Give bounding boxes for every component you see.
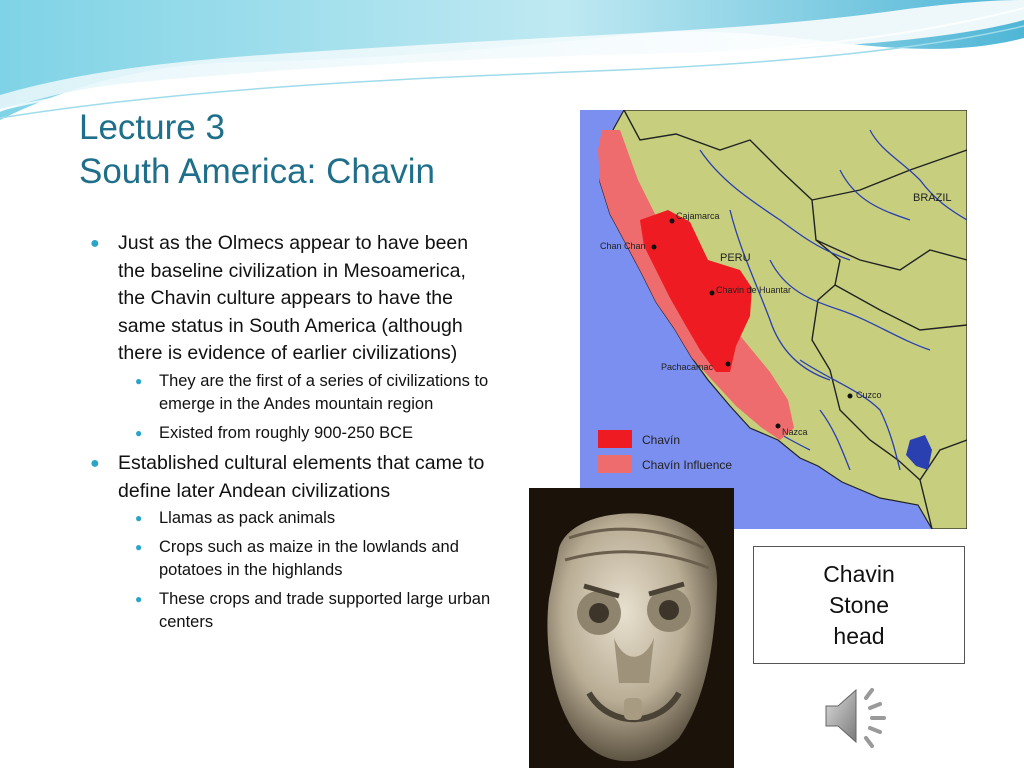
sub-bullet-text: Crops such as maize in the lowlands and potatoes in the highlands (159, 537, 459, 579)
caption-line: Stone (828, 591, 890, 618)
map-label-cajamarca: Cajamarca (676, 211, 720, 221)
sub-bullet-item (88, 370, 498, 417)
chavin-stone-head-photo (529, 488, 734, 768)
bullet-icon: ● (90, 235, 100, 252)
map-label-chan-chan: Chan Chan (600, 241, 646, 251)
bullet-content (88, 230, 498, 640)
legend-swatch-chavin (598, 430, 632, 448)
bullet-icon: ● (135, 373, 143, 388)
bullet-item (88, 450, 498, 505)
legend-swatch-influence (598, 455, 632, 473)
sub-bullet-item (88, 507, 498, 531)
map-label-nazca: Nazca (782, 427, 808, 437)
sub-bullet-item (88, 536, 498, 583)
legend-label-influence: Chavín Influence (642, 458, 733, 472)
legend-label-chavin: Chavín (642, 433, 681, 447)
sub-bullet-text: Llamas as pack animals (159, 509, 336, 527)
sub-bullet-text: Existed from roughly 900-250 BCE (159, 423, 414, 442)
bullet-icon: ● (135, 539, 143, 554)
map-label-peru: PERU (720, 252, 751, 264)
map-label-cuzco: Cuzco (856, 390, 882, 400)
slide-title-line-1: Lecture 3 (79, 108, 225, 147)
speaker-icon[interactable] (822, 682, 894, 750)
bullet-text: Just as the Olmecs appear to have been the baseline civilization in Mesoamerica, the Chavin culture appears to have the same status in South America (although there is evidence of earlier civilizations) (118, 232, 469, 364)
sub-bullet-item (88, 422, 498, 446)
map-label-brazil: BRAZIL (913, 192, 952, 204)
caption-line: Chavin (823, 560, 895, 587)
bullet-icon: ● (135, 511, 143, 525)
chavin-map (580, 110, 967, 529)
bullet-icon: ● (135, 591, 143, 606)
slide-title-line-2: South America: Chavin (79, 152, 436, 191)
bullet-item (88, 230, 498, 368)
map-label-pachacamac: Pachacamac (661, 362, 714, 372)
caption-line: head (833, 622, 885, 649)
bullet-text: Established cultural elements that came to define later Andean civilizations (118, 452, 485, 502)
sub-bullet-text: These crops and trade supported large urban centers (159, 589, 491, 631)
bullet-icon: ● (135, 425, 143, 440)
image-caption (753, 546, 965, 664)
map-label-chavin-de-huantar: Chavin de Huantar (716, 285, 792, 295)
bullet-icon: ● (90, 455, 100, 472)
sub-bullet-text: They are the first of a series of civilizations to emerge in the Andes mountain region (159, 371, 489, 413)
sub-bullet-item (88, 588, 498, 635)
